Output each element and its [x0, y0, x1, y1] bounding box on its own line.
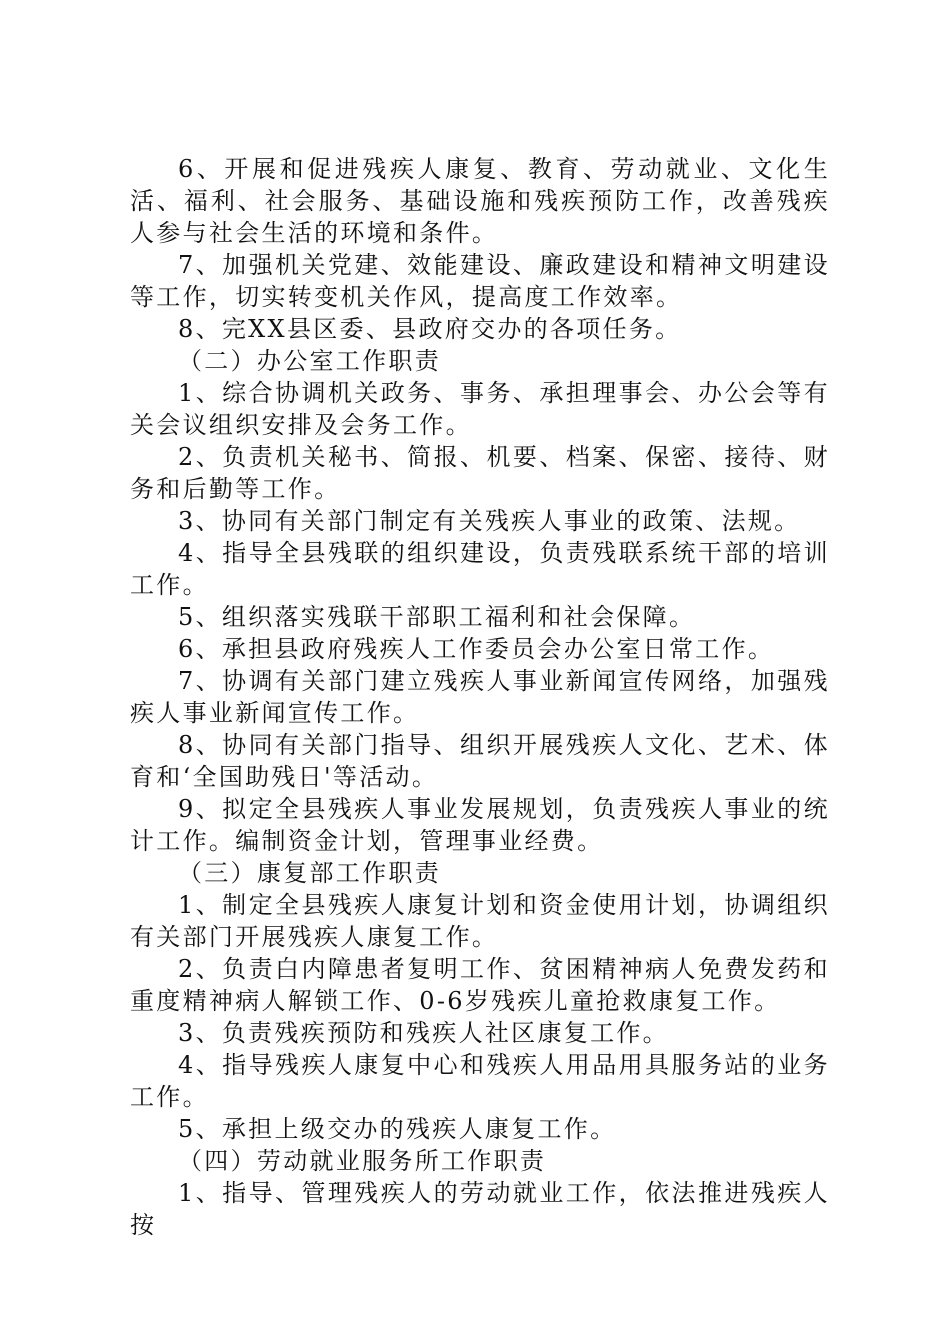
office-item-9: 9、拟定全县残疾人事业发展规划，负责残疾人事业的统计工作。编制资金计划，管理事业经费。 [130, 795, 830, 855]
office-item-1: 1、综合协调机关政务、事务、承担理事会、办公会等有关会议组织安排及会务工作。 [130, 379, 830, 439]
office-item-7: 7、协调有关部门建立残疾人事业新闻宣传网络，加强残疾人事业新闻宣传工作。 [130, 667, 830, 727]
office-item-3: 3、协同有关部门制定有关残疾人事业的政策、法规。 [178, 507, 801, 535]
rehab-item-3: 3、负责残疾预防和残疾人社区康复工作。 [178, 1019, 669, 1047]
section-heading-employment: （四）劳动就业服务所工作职责 [178, 1147, 547, 1175]
rehab-item-2: 2、负责白内障患者复明工作、贫困精神病人免费发药和重度精神病人解锁工作、0-6岁残疾儿童抢救康复工作。 [130, 955, 830, 1015]
employment-item-1: 1、指导、管理残疾人的劳动就业工作，依法推进残疾人按 [130, 1179, 830, 1239]
list-item-6-promote-work: 6、开展和促进残疾人康复、教育、劳动就业、文化生活、福利、社会服务、基础设施和残疾预防工作，改善残疾人参与社会生活的环境和条件。 [130, 155, 830, 247]
office-item-5: 5、组织落实残联干部职工福利和社会保障。 [178, 603, 696, 631]
list-item-8-assigned-tasks: 8、完XX县区委、县政府交办的各项任务。 [178, 315, 682, 343]
office-item-2: 2、负责机关秘书、简报、机要、档案、保密、接待、财务和后勤等工作。 [130, 443, 830, 503]
office-item-8: 8、协同有关部门指导、组织开展残疾人文化、艺术、体育和‘全国助残日'等活动。 [130, 731, 830, 791]
rehab-item-5: 5、承担上级交办的残疾人康复工作。 [178, 1115, 617, 1143]
rehab-item-4: 4、指导残疾人康复中心和残疾人用品用具服务站的业务工作。 [130, 1051, 830, 1111]
office-item-6: 6、承担县政府残疾人工作委员会办公室日常工作。 [178, 635, 775, 663]
list-item-7-party-building: 7、加强机关党建、效能建设、廉政建设和精神文明建设等工作，切实转变机关作风，提高度工作效率。 [130, 251, 830, 311]
office-item-4: 4、指导全县残联的组织建设，负责残联系统干部的培训工作。 [130, 539, 830, 599]
rehab-item-1: 1、制定全县残疾人康复计划和资金使用计划，协调组织有关部门开展残疾人康复工作。 [130, 891, 830, 951]
section-heading-office: （二）办公室工作职责 [178, 347, 441, 375]
document-body [130, 153, 830, 1241]
section-heading-rehabilitation: （三）康复部工作职责 [178, 859, 441, 887]
